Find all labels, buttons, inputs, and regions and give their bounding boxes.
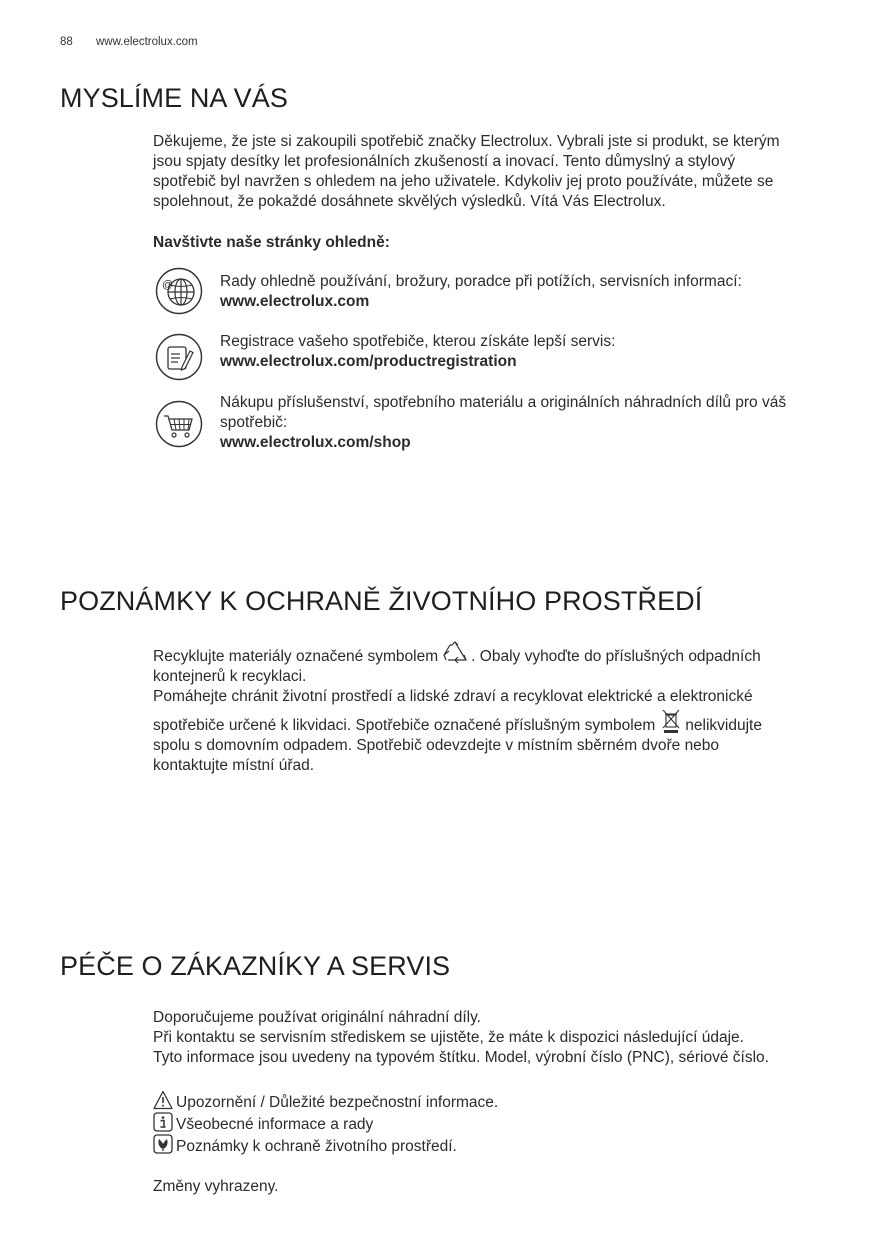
crossed-bin-icon <box>661 708 681 734</box>
globe-icon <box>155 267 203 315</box>
link-support-text: Rady ohledně používání, brožury, poradce při potížích, servisních informací: <box>220 273 742 290</box>
shopping-cart-icon <box>155 400 203 448</box>
environment-paragraph <box>153 643 843 776</box>
env-line: kontaktujte místní úřad. <box>153 757 315 774</box>
recycling-icon <box>442 641 468 665</box>
environment-icon <box>153 1134 173 1154</box>
visit-heading: Navštivte naše stránky ohledně: <box>153 234 390 251</box>
env-line: kontejnerů k recyklaci. <box>153 668 307 685</box>
care-line: Doporučujeme používat originální náhradní díly. <box>153 1009 481 1026</box>
link-support <box>220 272 840 312</box>
legend-environment <box>153 1134 457 1157</box>
legend-environment-text: Poznámky k ochraně životního prostředí. <box>176 1138 457 1155</box>
customer-care-paragraph <box>153 1008 843 1068</box>
legend-warning-text: Upozornění / Důležité bezpečnostní informace. <box>176 1094 499 1111</box>
header-url[interactable]: www.electrolux.com <box>96 36 198 48</box>
env-line: Pomáhejte chránit životní prostředí a lidské zdraví a recyklovat elektrické a elektronické <box>153 688 753 705</box>
link-registration-url[interactable]: www.electrolux.com/productregistration <box>220 353 517 370</box>
env-text: nelikvidujte <box>685 717 762 734</box>
link-shop <box>220 393 840 453</box>
warning-icon <box>153 1090 173 1110</box>
env-line <box>153 643 843 667</box>
legend-warning <box>153 1090 498 1113</box>
intro-line: Děkujeme, že jste si zakoupili spotřebič značky Electrolux. Vybrali jste si produkt, se kterým <box>153 133 780 150</box>
care-line: Při kontaktu se servisním střediskem se ujistěte, že máte k dispozici následující údaje. <box>153 1029 744 1046</box>
link-shop-url[interactable]: www.electrolux.com/shop <box>220 434 411 451</box>
link-shop-text-line1: Nákupu příslušenství, spotřebního materiálu a originálních náhradních dílů pro váš <box>220 394 787 411</box>
env-text: . Obaly vyhoďte do příslušných odpadních <box>471 648 761 665</box>
page-number: 88 <box>60 36 73 48</box>
info-icon <box>153 1112 173 1132</box>
changes-reserved-note: Změny vyhrazeny. <box>153 1178 279 1195</box>
svg-text:@: @ <box>162 279 174 291</box>
care-line: Tyto informace jsou uvedeny na typovém štítku. Model, výrobní číslo (PNC), sériové číslo. <box>153 1049 769 1066</box>
env-line: spolu s domovním odpadem. Spotřebič odevzdejte v místním sběrném dvoře nebo <box>153 737 720 754</box>
registration-icon <box>155 333 203 381</box>
link-support-url[interactable]: www.electrolux.com <box>220 293 370 310</box>
link-registration <box>220 332 840 372</box>
env-text: spotřebiče určené k likvidaci. Spotřebiče označené příslušným symbolem <box>153 717 656 734</box>
section-title-thinking-of-you: MYSLÍME NA VÁS <box>60 83 288 113</box>
intro-line: jsou spjaty desítky let profesionálních zkušeností a inovací. Tento důmyslný a stylový <box>153 153 736 170</box>
intro-paragraph <box>153 132 843 212</box>
link-registration-text: Registrace vašeho spotřebiče, kterou získáte lepší servis: <box>220 333 616 350</box>
section-title-environment: POZNÁMKY K OCHRANĚ ŽIVOTNÍHO PROSTŘEDÍ <box>60 586 703 616</box>
intro-line: spotřebič byl navržen s ohledem na jeho uživatele. Kdykoliv jej proto používáte, můžete se <box>153 173 774 190</box>
intro-line: spolehnout, že pokaždé dosáhnete skvělých výsledků. Vítá Vás Electrolux. <box>153 193 666 210</box>
legend-info <box>153 1112 373 1135</box>
section-title-customer-care: PÉČE O ZÁKAZNÍKY A SERVIS <box>60 951 451 981</box>
env-line <box>153 707 843 736</box>
page-header <box>60 36 198 48</box>
legend-info-text: Všeobecné informace a rady <box>176 1116 374 1133</box>
link-shop-text-line2: spotřebič: <box>220 414 288 431</box>
env-text: Recyklujte materiály označené symbolem <box>153 648 439 665</box>
